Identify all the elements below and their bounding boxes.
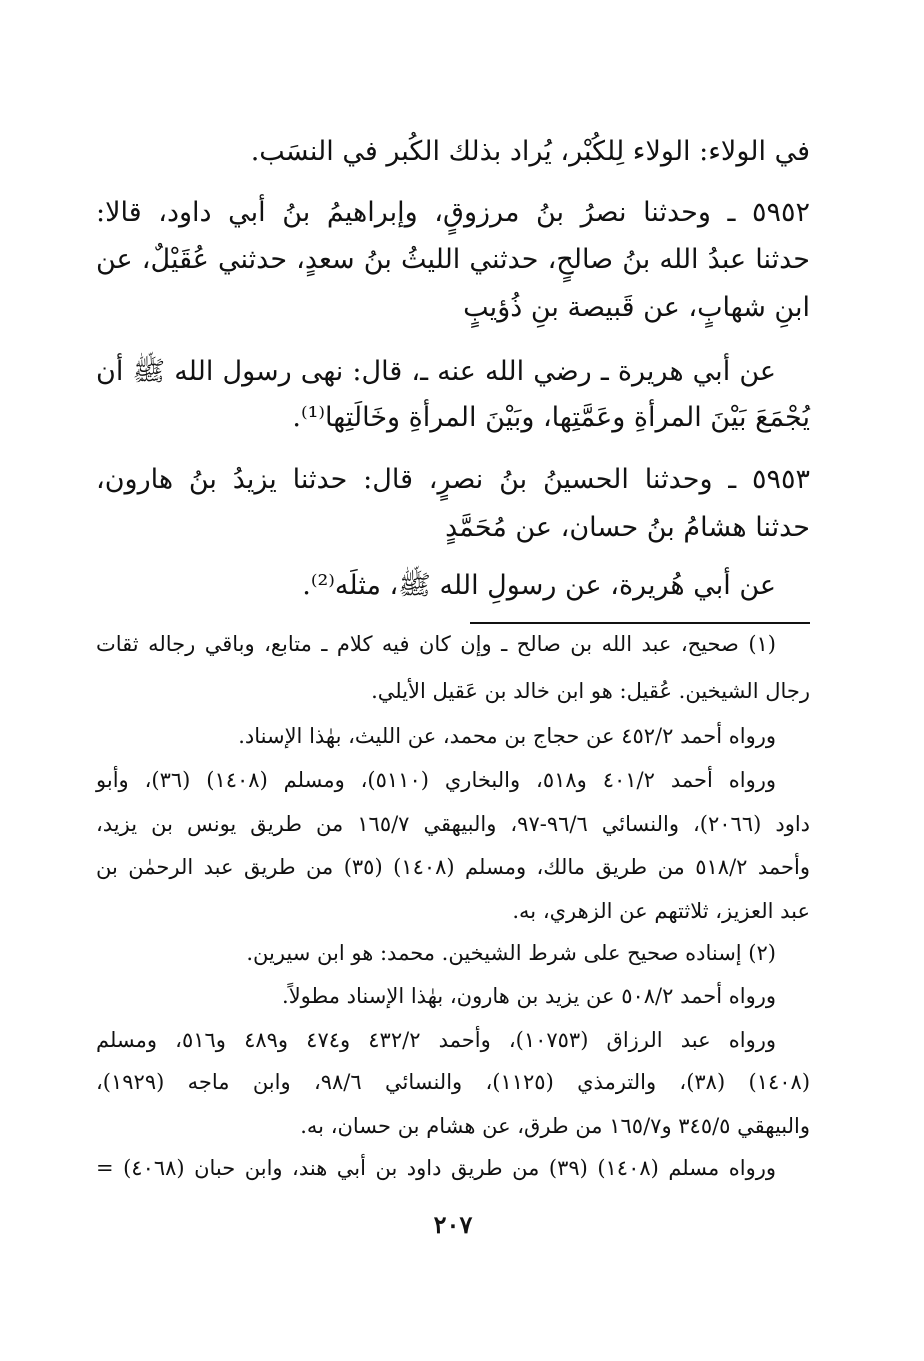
footnote-2-line: ورواه عبد الرزاق (١٠٧٥٣)، وأحمد ٤٣٢/٢ و٤٧٤ و٤٨٩ و٥١٦، ومسلم (96, 1028, 776, 1052)
footnote-1-line: وأحمد ٥١٨/٢ من طريق مالك، ومسلم (١٤٠٨) (٣٥) من طريق عبد الرحمٰن بن (96, 855, 811, 879)
footnote-2-line: (٢) إسناده صحيح على شرط الشيخين. محمد: هو ابن سيرين. (246, 941, 776, 965)
footnote-2-line: ورواه مسلم (١٤٠٨) (٣٩) من طريق داود بن أبي هند، وابن حبان (٤٠٦٨) = (96, 1156, 777, 1180)
footnote-separator (470, 622, 810, 624)
hadith-5952-line: عن أبي هريرة ـ رضي الله عنه ـ، قال: نهى رسول الله ﷺ أن (96, 356, 776, 387)
footnote-1-line: (١) صحيح، عبد الله بن صالح ـ وإن كان فيه كلام ـ متابع، وباقي رجاله ثقات (96, 632, 776, 656)
footnote-1-line: ورواه أحمد ٤٥٢/٢ عن حجاج بن محمد، عن الليث، بهٰذا الإسناد. (238, 724, 776, 748)
footnote-2-line: والبيهقي ٣٤٥/٥ و١٦٥/٧ من طرق، عن هشام بن حسان، به. (300, 1114, 810, 1138)
hadith-5953-line: عن أبي هُريرة، عن رسولِ الله ﷺ، مثلَه⁽²⁾. (302, 570, 776, 601)
hadith-5952-line: حدثنا عبدُ الله بنُ صالحٍ، حدثني الليثُ بنُ سعدٍ، حدثني عُقَيْلٌ، عن (96, 244, 810, 275)
book-page (96, 0, 810, 1361)
hadith-5953-line: حدثنا هشامُ بنُ حسان، عن مُحَمَّدٍ (445, 512, 810, 543)
footnote-1-line: ورواه أحمد ٤٠١/٢ و٥١٨، والبخاري (٥١١٠)، ومسلم (١٤٠٨) (٣٦)، وأبو (96, 768, 776, 792)
footnote-1-line: رجال الشيخين. عُقيل: هو ابن خالد بن عَقيل الأيلي. (371, 679, 810, 703)
page-number: ٢٠٧ (433, 1210, 473, 1239)
text-line: في الولاء: الولاء لِلكُبْر، يُراد بذلك الكُبر في النسَب. (250, 136, 810, 167)
hadith-5952-line: ٥٩٥٢ ـ وحدثنا نصرُ بنُ مرزوقٍ، وإبراهيمُ بنُ أبي داود، قالا: (96, 197, 810, 228)
hadith-5953-line: ٥٩٥٣ ـ وحدثنا الحسينُ بنُ نصرٍ، قال: حدثنا يزيدُ بنُ هارون، (96, 464, 810, 495)
hadith-5952-line: ابنِ شهابٍ، عن قَبيصة بنِ ذُؤيبٍ (463, 292, 810, 323)
hadith-5952-line: يُجْمَعَ بَيْنَ المرأةِ وعَمَّتِها، وبَيْنَ المرأةِ وخَالَتِها⁽¹⁾. (292, 402, 810, 433)
footnote-1-line: عبد العزيز، ثلاثتهم عن الزهري، به. (512, 899, 810, 923)
footnote-1-line: داود (٢٠٦٦)، والنسائي ٩٦/٦-٩٧، والبيهقي ١٦٥/٧ من طريق يونس بن يزيد، (96, 812, 811, 836)
footnote-2-line: ورواه أحمد ٥٠٨/٢ عن يزيد بن هارون، بهٰذا الإسناد مطولاً. (282, 984, 776, 1008)
footnote-2-line: (١٤٠٨) (٣٨)، والترمذي (١١٢٥)، والنسائي ٩٨/٦، وابن ماجه (١٩٢٩)، (96, 1070, 811, 1094)
